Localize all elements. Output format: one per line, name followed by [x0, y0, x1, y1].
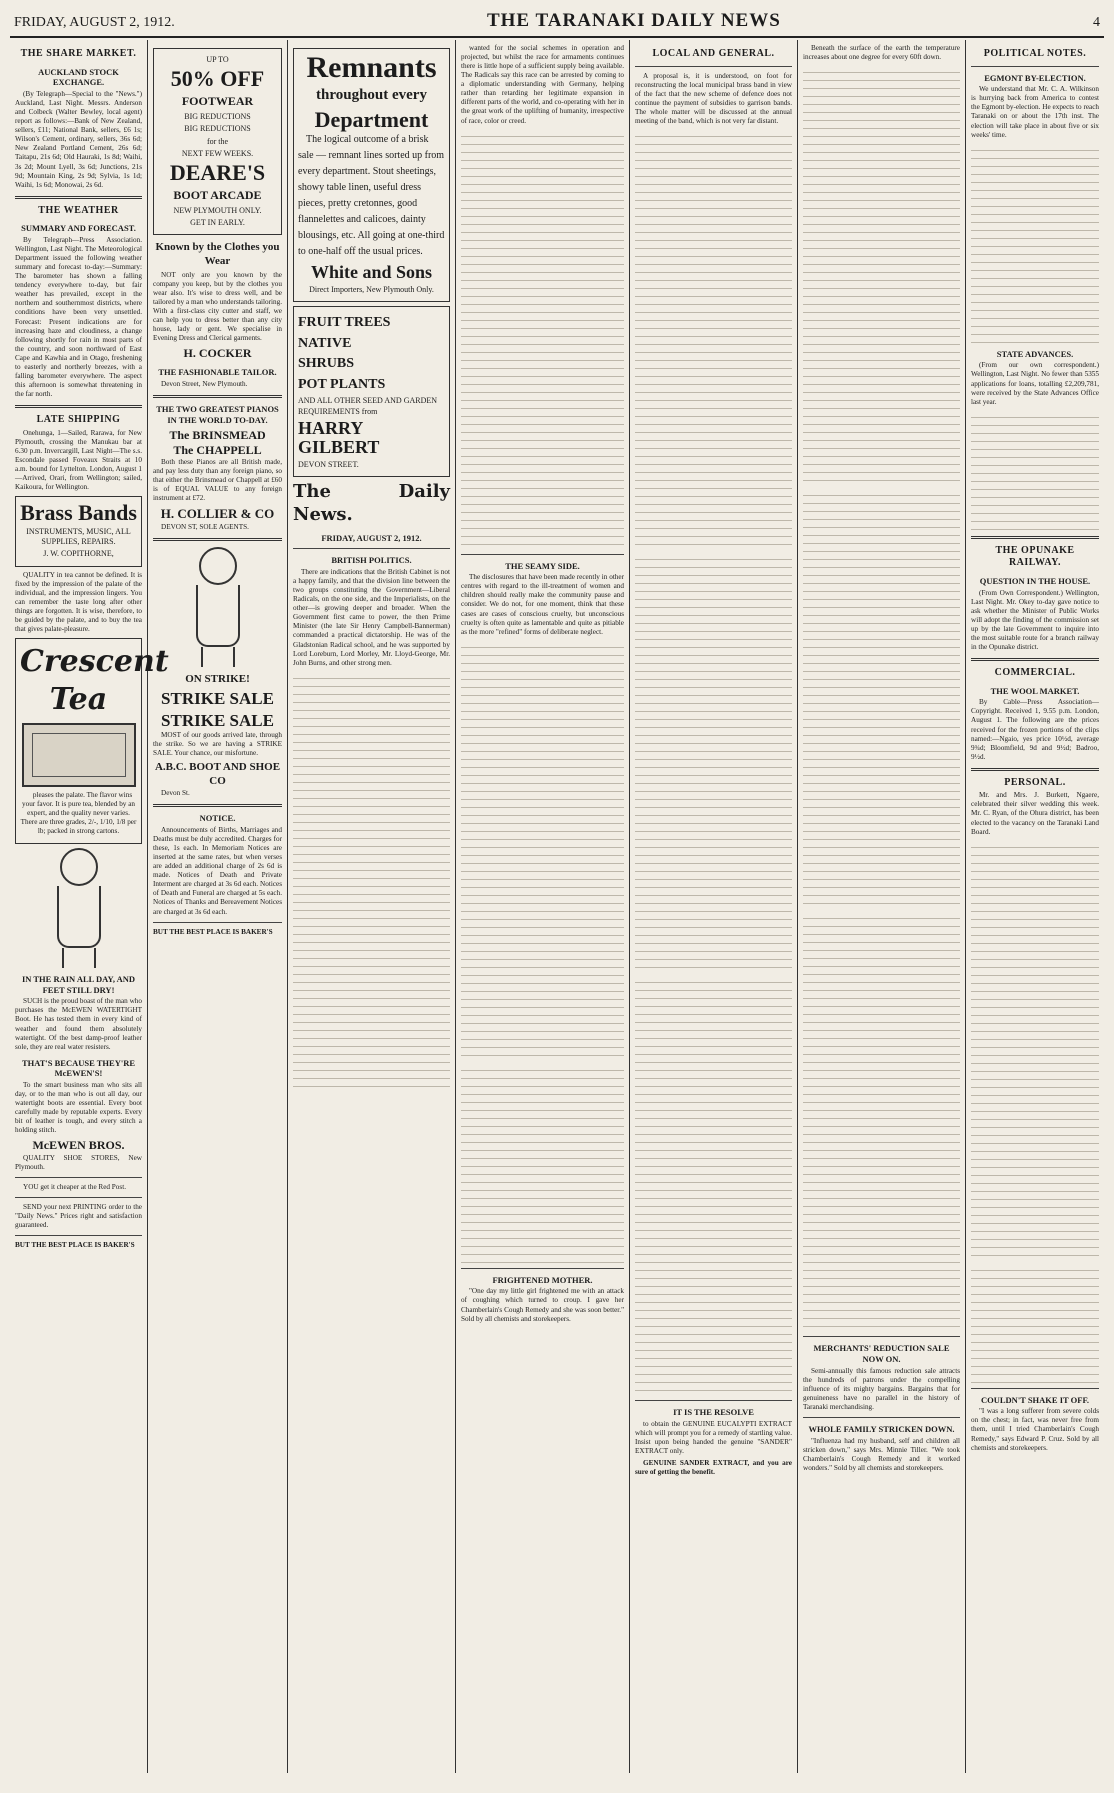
tea-title: Tea	[49, 681, 108, 717]
crescent-title: Crescent	[20, 644, 169, 679]
column-3	[288, 40, 456, 1773]
family-heading: WHOLE FAMILY STRICKEN DOWN.	[808, 1423, 955, 1434]
brass-bands-title: Brass Bands	[20, 500, 137, 526]
seamy-side-heading: THE SEAMY SIDE.	[505, 560, 580, 571]
political-notes-heading: POLITICAL NOTES.	[983, 48, 1087, 59]
pot-plants-text: POT PLANTS	[298, 376, 386, 392]
abc-address: Devon St.	[161, 789, 190, 798]
local-general-heading: LOCAL AND GENERAL.	[652, 48, 775, 59]
resolve-text: to obtain the GENUINE EUCALYPTI EXTRACT which will prompt you for a remedy of startling value. Insist upon being handed the genuine "SANDER" EXTRACT only.	[635, 1419, 792, 1455]
best-place-text-2: BUT THE BEST PLACE IS BAKER'S	[153, 927, 273, 936]
collier-address: DEVON ST, SOLE AGENTS.	[161, 522, 249, 531]
resolve-heading: IT IS THE RESOLVE	[673, 1406, 754, 1417]
text-continuation	[971, 143, 1099, 343]
remnants-title: Remnants	[306, 51, 437, 84]
pianos-text: Both these Pianos are all British made, and pay less duty than any foreign piano, so that either the Brinsmead or Chappell at £60 is of EQUAL VALUE to any foreign instrument at £72.	[153, 457, 282, 503]
shipping-text: Onehunga, 1—Sailed, Rarawa, for New Plymouth, crossing the Manukau bar at 6.30 p.m. Invercargill, Last Night—The s.s. Escondale passed Foveaux Straits at 10 a.m. bound for Lyttelton. London, August 1—Arrived, Orari, from Wellington; sailed, Kaikoura, for Wellington.	[15, 428, 142, 492]
egmont-heading: EGMONT BY-ELECTION.	[984, 72, 1086, 83]
mcewen-heading: THAT'S BECAUSE THEY'RE McEWEN'S!	[21, 1057, 136, 1079]
deares-name: DEARE'S	[169, 159, 266, 185]
personal-heading: PERSONAL.	[1004, 776, 1066, 788]
strike-sale-text: MOST of our goods arrived late, through the strike. So we are having a STRIKE SALE. Your chance, our misfortune.	[153, 731, 282, 758]
egmont-text: We understand that Mr. C. A. Wilkinson is hurrying back from America to contest the Egmont by-election. He expects to reach Taranaki on or about the 17th inst. The election will take place in about five or six weeks' time.	[971, 85, 1099, 139]
cocker-name: H. COCKER	[183, 346, 252, 361]
text-continuation	[461, 129, 624, 549]
garden-text: AND ALL OTHER SEED AND GARDEN REQUIREMENTS from	[298, 396, 438, 416]
mcewen-text: To the smart business man who sits all day, or to the man who is out all day, our watertight boots are essential. Every boot carefully made by reputable experts. Every bit of leather is tough, and every stitch a holding stitch.	[15, 1081, 142, 1135]
share-market-heading: THE SHARE MARKET.	[20, 48, 137, 59]
white-sons-name: White and Sons	[310, 262, 433, 283]
remnants-ad	[293, 48, 450, 302]
known-text: NOT only are you known by the company you keep, but by the clothes you wear also. It's wise to dress well, and be tailored by a man who understands tailoring. With a first-class city cutter and staff, we can help you to dress better than any city house, lady or gent. We specialise in Evening Dress and Clerical garments.	[153, 270, 282, 343]
brass-bands-lines: INSTRUMENTS, MUSIC, ALL SUPPLIES, REPAIRS.	[26, 527, 131, 547]
text-continuation	[635, 552, 792, 972]
strike-sale-1: STRIKE SALE	[161, 689, 274, 709]
editorial-date: FRIDAY, AUGUST 2, 1912.	[321, 532, 422, 543]
on-strike-text: ON STRIKE!	[185, 672, 250, 685]
crescent-text: pleases the palate. The flavor wins your favor. It is pure tea, blended by an expert, and the quality never varies. There are three grades, 2/-, 1/10, 1/8 per lb; packed in strong cartons.	[20, 790, 137, 835]
text-continuation	[803, 488, 960, 908]
text-continuation	[971, 840, 1099, 1260]
weather-text: By Telegraph—Press Association. Wellington, Last Night. The Meteorological Department issued the following weather summary and forecast to-day:—Summary: The barometer has shown a falling tendency everywhere to-day, but fair weather has prevailed, except in the northern and southernmost districts, where conditions have been very unsettled. Forecast: Present indications are for increasing haze and cloudiness, a change following shortly for rain in most parts of the country, and soon northward of East Cape and Kawhia and in Otago, freshening to easterly and northerly breezes, with a falling barometer everywhere. The aspect this afternoon is somewhat threatening in the far north.	[15, 235, 142, 399]
text-continuation	[803, 911, 960, 1331]
text-continuation	[803, 65, 960, 485]
column-4	[456, 40, 630, 1773]
opunake-railway-subheading: QUESTION IN THE HOUSE.	[979, 575, 1091, 586]
state-advances-text: (From our own correspondent.) Wellington, Last Night. No fewer than 5355 applications for loans, totalling £2,209,781, were received by the State Advances Office last year.	[971, 361, 1099, 406]
brass-bands-agent: J. W. COPITHORNE,	[43, 549, 114, 559]
personal-text: Mr. and Mrs. J. Burkett, Ngaere, celebrated their silver wedding this week. Mr. C. Ryan, of the Ohura district, has been elected to the vacancy on the Taranaki Land Board.	[971, 791, 1099, 836]
masthead	[10, 10, 1104, 38]
text-continuation	[461, 640, 624, 1060]
boy-illustration	[44, 848, 114, 968]
tea-tin-illustration	[22, 723, 136, 787]
rain-heading: IN THE RAIN ALL DAY, AND FEET STILL DRY!	[21, 973, 136, 995]
remnants-text: The logical outcome of a brisk sale — remnant lines sorted up from every department. Stout sheetings, showy table linen, useful dress pieces, pretty cretonnes, good flannelettes and calicoes, dainty blousings, etc. All going at one-third to one-half off the usual prices.	[298, 134, 445, 258]
discount-text: 50% OFF	[170, 66, 265, 92]
best-place-text: BUT THE BEST PLACE IS BAKER'S	[15, 1240, 135, 1249]
gilbert-ad	[293, 306, 450, 477]
editorial-continued-text: wanted for the social schemes in operation and projected, but whilst the race for armaments continues there is little hope of a sufficient supply being available. The Radicals say this race can be arrested by coming to a diplomatic understanding with Germany, helping rather than retarding her legitimate expansion in different parts of the world, and co-operating with her in the great work of the uplifting of humanity, irrespective of race, color or creed.	[461, 44, 624, 125]
opunake-railway-text: (From Own Correspondent.) Wellington, Last Night. Mr. Okey to-day gave notice to ask whether the Minister of Public Works will adopt the finding of the commission set up by the late Government to inquire into the most suitable route for a branch railway in the Opunake district.	[971, 588, 1099, 651]
text-continuation	[635, 975, 792, 1395]
printing-text: SEND your next PRINTING order to the "Daily News." Prices right and satisfaction guaranteed.	[15, 1202, 142, 1229]
text-continuation	[293, 671, 450, 1091]
shipping-heading: LATE SHIPPING	[36, 414, 121, 426]
british-politics-heading: BRITISH POLITICS.	[331, 555, 412, 566]
department-text: Department	[314, 106, 429, 132]
column-6-text: Beneath the surface of the earth the temperature increases about one degree for every 60ft down.	[803, 44, 960, 62]
masthead-date: FRIDAY, AUGUST 2, 1912.	[14, 15, 175, 30]
masthead-title: THE TARANAKI DAILY NEWS	[486, 10, 781, 31]
state-advances-heading: STATE ADVANCES.	[996, 348, 1074, 359]
mcewen-address: QUALITY SHOE STORES, New Plymouth.	[15, 1153, 142, 1171]
text-continuation	[461, 1063, 624, 1263]
fruit-trees-text: FRUIT TREES	[298, 314, 391, 330]
column-6	[798, 40, 966, 1773]
column-2	[148, 40, 288, 1773]
column-7	[966, 40, 1104, 1773]
family-text: "Influenza had my husband, self and children all stricken down," says Mrs. Minnie Tiller. "We took Chamberlain's Cough Remedy and it worked wonders." Sold by all chemists and storekeepers.	[803, 1436, 960, 1472]
rain-text: SUCH is the proud boast of the man who purchases the McEWEN WATERTIGHT Boot. He has tested them in every kind of weather and found them absolutely watertight. Of the best damp-proof leather sole, they are real water resisters.	[15, 997, 142, 1051]
cheaper-text: YOU get it cheaper at the Red Post.	[23, 1182, 126, 1191]
shake-text: "I was a long sufferer from severe colds on the chest; in fact, was never free from them, until I tried Chamberlain's Cough Remedy," says Edward P. Cruz. Sold by all chemists and storekeepers.	[971, 1407, 1099, 1452]
reductions-1: BIG REDUCTIONS	[184, 112, 251, 122]
wool-market-heading: THE WOOL MARKET.	[990, 685, 1080, 696]
abc-name: A.B.C. BOOT AND SHOE CO	[154, 761, 281, 788]
cocker-address: Devon Street, New Plymouth.	[161, 380, 248, 389]
town-text: NEW PLYMOUTH ONLY.	[173, 205, 262, 215]
weather-subheading: SUMMARY AND FORECAST.	[21, 223, 136, 234]
shrubs-text: SHRUBS	[298, 356, 355, 372]
gilbert-address: DEVON STREET.	[298, 460, 359, 470]
footwear-text: FOOTWEAR	[181, 94, 254, 109]
british-politics-text: There are indications that the British Cabinet is not a happy family, and that the division line between the two groups constituting the Government—Liberal Radicals, on the one side, and the Imperialists, on the other—is growing deeper and broader. When the Government first came to power, the then Prime Minister (the late Sir Henry Campbell-Bannerman) commanded a practical dictatorship. He was of the Gladstonian Radical school, and he was supported by Lord Loreburn, Lord Morley, Mr. Lloyd-George, Mr. John Burns, and other strong men.	[293, 568, 450, 667]
chappell-name: The CHAPPELL	[173, 442, 262, 457]
brass-bands-ad	[15, 496, 142, 566]
newspaper-page	[10, 10, 1104, 1773]
quality-text: QUALITY in tea cannot be defined. It is fixed by the impression of the palate of the individual, and the impression lingers. You can remember the taste long after other things are forgotten. It is wise, therefore, to be guided by the palate, and to buy the tea that gives palate-pleasure.	[15, 570, 142, 633]
crescent-tea-ad	[15, 638, 169, 844]
collier-name: H. COLLIER & CO	[160, 506, 275, 522]
reduction-sale-heading: MERCHANTS' REDUCTION SALE NOW ON.	[813, 1343, 950, 1364]
column-5	[630, 40, 798, 1773]
reduction-sale-text: Semi-annually this famous reduction sale attracts the hundreds of patrons under the compelling influence of its mighty bargains. Bargains that for genuineness have no parallel in the history of Taranaki merchandising.	[803, 1366, 960, 1411]
wool-market-text: By Cable—Press Association—Copyright. Received 1, 9.55 p.m. London, August 1. The following are the prices received for the frozen portions of the clips named:—Ngaio, yes price 10½d, average 9¾d; Bloomfield, 9d and 9½d; Badroo, 9½d.	[971, 698, 1099, 761]
white-sons-subtitle: Direct Importers, New Plymouth Only.	[309, 284, 434, 294]
frightened-mother-text: "One day my little girl frightened me with an attack of coughing which turned to croup. I gave her Chamberlain's Cough Remedy and she was soon better." Sold by all chemists and storekeepers.	[461, 1287, 624, 1323]
throughout-text: throughout every	[316, 87, 427, 103]
pianos-heading: THE TWO GREATEST PIANOS IN THE WORLD TO-DAY.	[156, 404, 279, 425]
column-1	[10, 40, 169, 1773]
seamy-side-text: The disclosures that have been made recently in other centres with regard to the ill-treatment of women and children should really make the community pause and consider. We do not, for one moment, think that these cases are cases of conscious cruelty, but unconscious cruelty is often quite as lamentable and quite as pitiable as the more "refined" forms of deliberate neglect.	[461, 573, 624, 636]
editorial-title: The Daily News.	[293, 481, 450, 525]
weather-heading: THE WEATHER	[38, 204, 119, 216]
text-continuation	[971, 1263, 1099, 1383]
upto-text: UP TO	[206, 55, 229, 64]
page-number: 4	[1092, 15, 1100, 30]
text-continuation	[635, 129, 792, 549]
native-text: NATIVE	[298, 335, 352, 351]
brinsmead-name: The BRINSMEAD	[169, 427, 266, 442]
opunake-railway-heading: THE OPUNAKE RAILWAY.	[995, 544, 1075, 569]
boot-arcade-text: BOOT ARCADE	[173, 187, 262, 202]
known-heading: Known by the Clothes you Wear	[155, 241, 280, 267]
weeks-text: NEXT FEW WEEKS.	[181, 148, 254, 158]
sander-text: GENUINE SANDER EXTRACT, and you are sure of getting the benefit.	[635, 1458, 792, 1476]
shake-heading: COULDN'T SHAKE IT OFF.	[980, 1394, 1089, 1405]
strike-figure-illustration	[183, 547, 253, 667]
early-text: GET IN EARLY.	[190, 218, 245, 228]
notice-text: Announcements of Births, Marriages and Deaths must be duly accredited. Charges for these, 1s each. In Memoriam Notices are inserted at the same rates, but when verses are added an additional charge of 2s 6d is made. Notices of Death and Private Interment are charged at 3s 6d each. Notices of Death and Funeral are charged at 5s each. Notices of Thanks and Bereavement Notices are charged at 3s 6d each.	[153, 825, 282, 916]
for-the-text: for the	[206, 136, 229, 146]
share-market-text: (By Telegraph—Special to the "News.") Auckland, Last Night. Messrs. Anderson and Colbeck (Walter Bewley, local agent) report as follows:—Bank of New Zealand, sellers, £11; National Bank, sellers, £6 1s; Wilson's Cement, ordinary, sellers, 36s 6d; New Zealand Portland Cement, 26s 6d; Taitapu, 21s 6d; Old Hauraki, 1s 8d; Waihi, 3s 2d; Mount Lyell, 3s 6d; Junctions, 21s 9d; Mountain King, 2s 9d; Sylvia, 1s 1d; Waihi, 1s 6d; Monowai, 2s 6d.	[15, 90, 142, 189]
reductions-2: BIG REDUCTIONS	[184, 124, 251, 134]
local-general-text: A proposal is, it is understood, on foot for reconstructing the local municipal brass band in view of the fact that the new scheme of defence does not continue the payment of subsidies to garrison bands. The whole matter will be discussed at the annual meeting of the band, which is not very far distant.	[635, 71, 792, 125]
share-market-subheading: AUCKLAND STOCK EXCHANGE.	[38, 66, 119, 88]
cocker-subtitle: THE FASHIONABLE TAILOR.	[158, 367, 277, 378]
deares-ad	[153, 48, 282, 235]
text-continuation	[971, 410, 1099, 530]
gilbert-name: HARRY GILBERT	[298, 417, 380, 458]
commercial-heading: COMMERCIAL.	[994, 667, 1076, 679]
strike-sale-2: STRIKE SALE	[161, 710, 274, 730]
mcewen-name: McEWEN BROS.	[32, 1138, 125, 1153]
frightened-mother-heading: FRIGHTENED MOTHER.	[492, 1274, 593, 1285]
notice-heading: NOTICE.	[199, 813, 236, 824]
